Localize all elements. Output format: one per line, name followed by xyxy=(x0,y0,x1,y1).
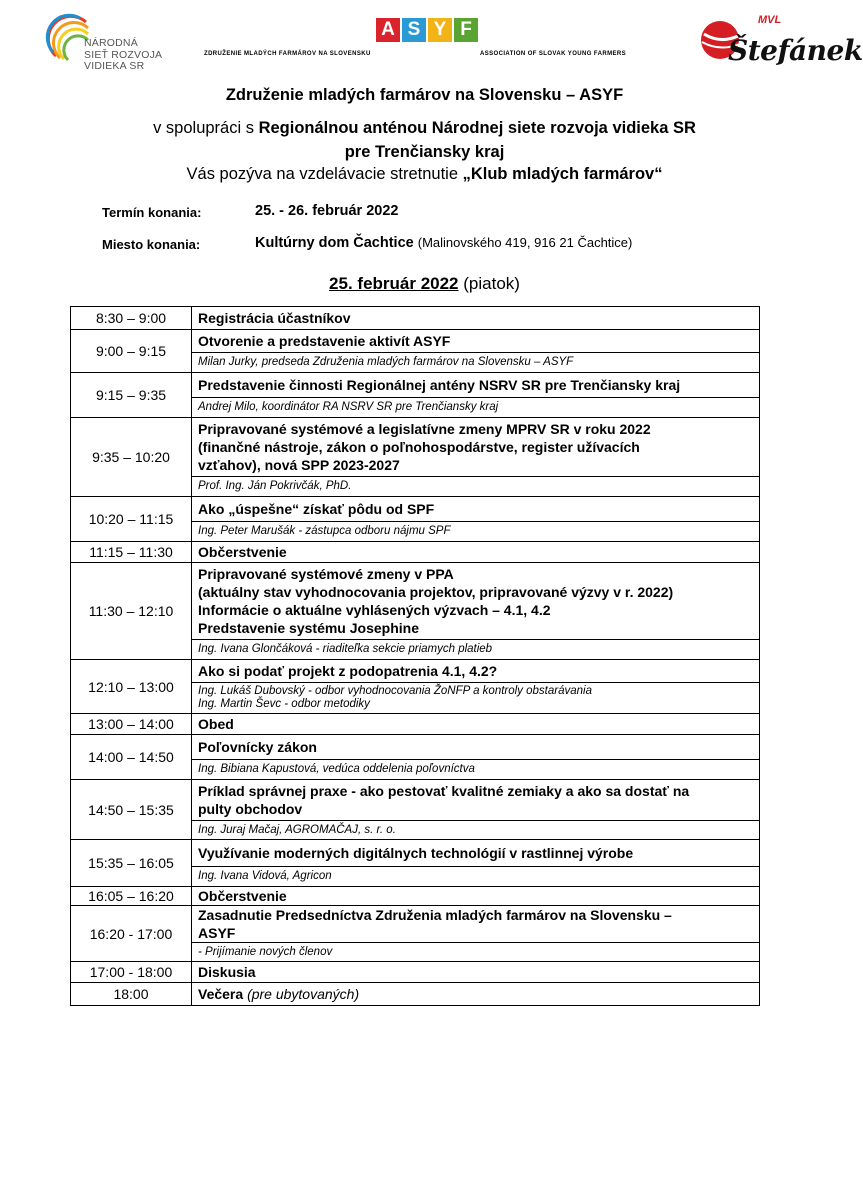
mvl-name: Štefánek xyxy=(728,34,863,67)
program-topic-line: Poľovnícky zákon xyxy=(198,739,317,755)
program-row xyxy=(71,840,760,867)
program-topic xyxy=(192,330,760,353)
program-speaker xyxy=(192,522,760,542)
program-speaker xyxy=(192,398,760,418)
program-row xyxy=(71,563,760,640)
program-row xyxy=(71,660,760,683)
program-row xyxy=(71,906,760,943)
program-topic xyxy=(192,735,760,760)
program-row xyxy=(71,307,760,330)
nsrv-logo xyxy=(50,12,180,82)
program-body xyxy=(71,307,760,1006)
program-speaker-line: Prof. Ing. Ján Pokrivčák, PhD. xyxy=(198,480,352,492)
program-speaker-line: - Prijímanie nových členov xyxy=(198,945,333,958)
program-topic-line: Príklad správnej praxe - ako pestovať kvalitné zemiaky a ako sa dostať na xyxy=(198,783,690,799)
program-topic-line: (aktuálny stav vyhodnocovania projektov, pripravované výzvy v r. 2022) xyxy=(198,584,674,600)
program-time: 15:35 – 16:05 xyxy=(71,840,192,887)
program-topic xyxy=(192,714,760,735)
program-time: 12:10 – 13:00 xyxy=(71,660,192,714)
program-speaker xyxy=(192,683,760,714)
program-topic xyxy=(192,780,760,821)
program-topic-line: Ako si podať projekt z podopatrenia 4.1, 4.2? xyxy=(198,663,498,679)
program-speaker xyxy=(192,943,760,962)
program-speaker-line: Andrej Milo, koordinátor RA NSRV SR pre Trenčiansky kraj xyxy=(198,401,499,413)
program-topic xyxy=(192,497,760,522)
program-time: 13:00 – 14:00 xyxy=(71,714,192,735)
place-value xyxy=(255,235,632,251)
program-time: 14:00 – 14:50 xyxy=(71,735,192,780)
program-topic xyxy=(192,373,760,398)
date-value: 25. - 26. február 2022 xyxy=(255,203,399,219)
program-time: 18:00 xyxy=(71,983,192,1006)
program-topic-line: Otvorenie a predstavenie aktivít ASYF xyxy=(198,333,451,349)
place-name: Kultúrny dom Čachtice xyxy=(255,235,414,251)
asyf-subtitle-sk: ZDRUŽENIE MLADÝCH FARMÁROV NA SLOVENSKU xyxy=(204,51,371,57)
asyf-letters xyxy=(376,18,478,42)
program-topic-line: vzťahov), nová SPP 2023-2027 xyxy=(198,457,400,473)
program-row xyxy=(71,330,760,353)
asyf-letter-s: S xyxy=(402,18,426,42)
program-topic-note: (pre ubytovaných) xyxy=(247,986,360,1002)
program-speaker xyxy=(192,821,760,840)
program-time: 9:00 – 9:15 xyxy=(71,330,192,373)
program-time: 9:15 – 9:35 xyxy=(71,373,192,418)
program-topic xyxy=(192,307,760,330)
program-row xyxy=(71,962,760,983)
program-speaker-line: Ing. Martin Ševc - odbor metodiky xyxy=(198,698,370,710)
day-title xyxy=(0,274,849,294)
program-speaker xyxy=(192,640,760,660)
program-topic-line: Obed xyxy=(198,716,234,732)
program-topic-line: Informácie o aktuálne vyhlásených výzvach – 4.1, 4.2 xyxy=(198,602,551,618)
program-row xyxy=(71,983,760,1006)
invite-line xyxy=(0,165,849,184)
program-row xyxy=(71,735,760,760)
program-topic-line: Pripravované systémové a legislatívne zmeny MPRV SR v roku 2022 xyxy=(198,421,651,437)
program-topic-line: Občerstvenie xyxy=(198,888,287,904)
program-topic-line: Predstavenie činnosti Regionálnej antény NSRV SR pre Trenčiansky kraj xyxy=(198,377,681,393)
program-table xyxy=(70,306,760,1006)
program-topic-line: Využívanie moderných digitálnych technológií v rastlinnej výrobe xyxy=(198,845,634,861)
program-topic-line: Registrácia účastníkov xyxy=(198,310,351,326)
program-speaker-line: Ing. Ivana Vidová, Agricon xyxy=(198,870,332,882)
program-topic-line: Diskusia xyxy=(198,964,256,980)
program-topic xyxy=(192,962,760,983)
asyf-subtitle-en: ASSOCIATION OF SLOVAK YOUNG FARMERS xyxy=(480,51,627,57)
program-topic xyxy=(192,906,760,943)
program-time: 9:35 – 10:20 xyxy=(71,418,192,497)
program-topic-line: Zasadnutie Predsedníctva Združenia mladých farmárov na Slovensku – xyxy=(198,907,672,923)
nsrv-line-2: SIEŤ ROZVOJA xyxy=(84,48,163,61)
day-date: 25. február 2022 xyxy=(329,274,459,293)
program-time: 11:15 – 11:30 xyxy=(71,542,192,563)
program-topic xyxy=(192,840,760,867)
asyf-logo xyxy=(200,18,640,68)
program-time: 16:05 – 16:20 xyxy=(71,887,192,906)
program-time: 17:00 - 18:00 xyxy=(71,962,192,983)
program-row xyxy=(71,887,760,906)
program-time: 14:50 – 15:35 xyxy=(71,780,192,840)
asyf-letter-a: A xyxy=(376,18,400,42)
place-address: (Malinovského 419, 916 21 Čachtice) xyxy=(417,235,633,250)
program-speaker xyxy=(192,867,760,887)
program-topic-line: Pripravované systémové zmeny v PPA xyxy=(198,566,454,582)
asyf-letter-f: F xyxy=(454,18,478,42)
mvl-label: MVL xyxy=(758,14,782,26)
program-speaker-line: Ing. Ivana Glončáková - riaditeľka sekcie priamych platieb xyxy=(198,643,493,655)
program-row xyxy=(71,373,760,398)
nsrv-line-1: NÁRODNÁ xyxy=(84,37,138,49)
program-speaker-line: Ing. Peter Marušák - zástupca odboru nájmu SPF xyxy=(198,525,451,537)
program-topic xyxy=(192,418,760,477)
program-topic-line: Predstavenie systému Josephine xyxy=(198,620,419,636)
asyf-letter-y: Y xyxy=(428,18,452,42)
event-name: „Klub mladých farmárov“ xyxy=(462,165,663,183)
program-speaker xyxy=(192,477,760,497)
program-row xyxy=(71,714,760,735)
program-topic xyxy=(192,542,760,563)
program-topic-line: ASYF xyxy=(198,925,236,941)
coop-prefix: v spolupráci s xyxy=(153,119,259,137)
program-topic xyxy=(192,660,760,683)
program-speaker-line: Ing. Juraj Mačaj, AGROMAČAJ, s. r. o. xyxy=(198,823,396,836)
program-speaker-line: Ing. Lukáš Dubovský - odbor vyhodnocovania ŽoNFP a kontroly obstarávania xyxy=(198,685,592,697)
program-topic xyxy=(192,983,760,1006)
program-speaker xyxy=(192,353,760,373)
program-topic-line: Večera xyxy=(198,986,244,1002)
program-topic-line: Ako „úspešne“ získať pôdu od SPF xyxy=(198,501,435,517)
program-speaker-line: Milan Jurky, predseda Združenia mladých farmárov na Slovensku – ASYF xyxy=(198,356,574,368)
program-topic-line: (finančné nástroje, zákon o poľnohospodárstve, register užívacích xyxy=(198,439,640,455)
nsrv-line-3: VIDIEKA SR xyxy=(84,60,145,72)
place-label: Miesto konania: xyxy=(102,237,201,252)
region-line: pre Trenčiansky kraj xyxy=(344,143,505,161)
program-topic xyxy=(192,563,760,640)
program-row xyxy=(71,497,760,522)
mvl-stefanek-logo xyxy=(698,10,863,76)
program-time: 16:20 - 17:00 xyxy=(71,906,192,962)
organizer-title: Združenie mladých farmárov na Slovensku – ASYF xyxy=(225,86,624,104)
program-time: 10:20 – 11:15 xyxy=(71,497,192,542)
date-label: Termín konania: xyxy=(102,205,202,220)
program-row xyxy=(71,418,760,477)
day-weekday: (piatok) xyxy=(463,274,520,293)
program-time: 11:30 – 12:10 xyxy=(71,563,192,660)
cooperation-line xyxy=(0,119,849,138)
program-topic-line: Občerstvenie xyxy=(198,544,287,560)
program-row xyxy=(71,542,760,563)
program-time: 8:30 – 9:00 xyxy=(71,307,192,330)
program-speaker-line: Ing. Bibiana Kapustová, vedúca oddelenia poľovníctva xyxy=(198,763,475,775)
program-topic-line: pulty obchodov xyxy=(198,801,303,817)
program-topic xyxy=(192,887,760,906)
program-speaker xyxy=(192,760,760,780)
program-row xyxy=(71,780,760,821)
coop-partner: Regionálnou anténou Národnej siete rozvoja vidieka SR xyxy=(258,119,696,137)
invite-prefix: Vás pozýva na vzdelávacie stretnutie xyxy=(186,165,463,183)
